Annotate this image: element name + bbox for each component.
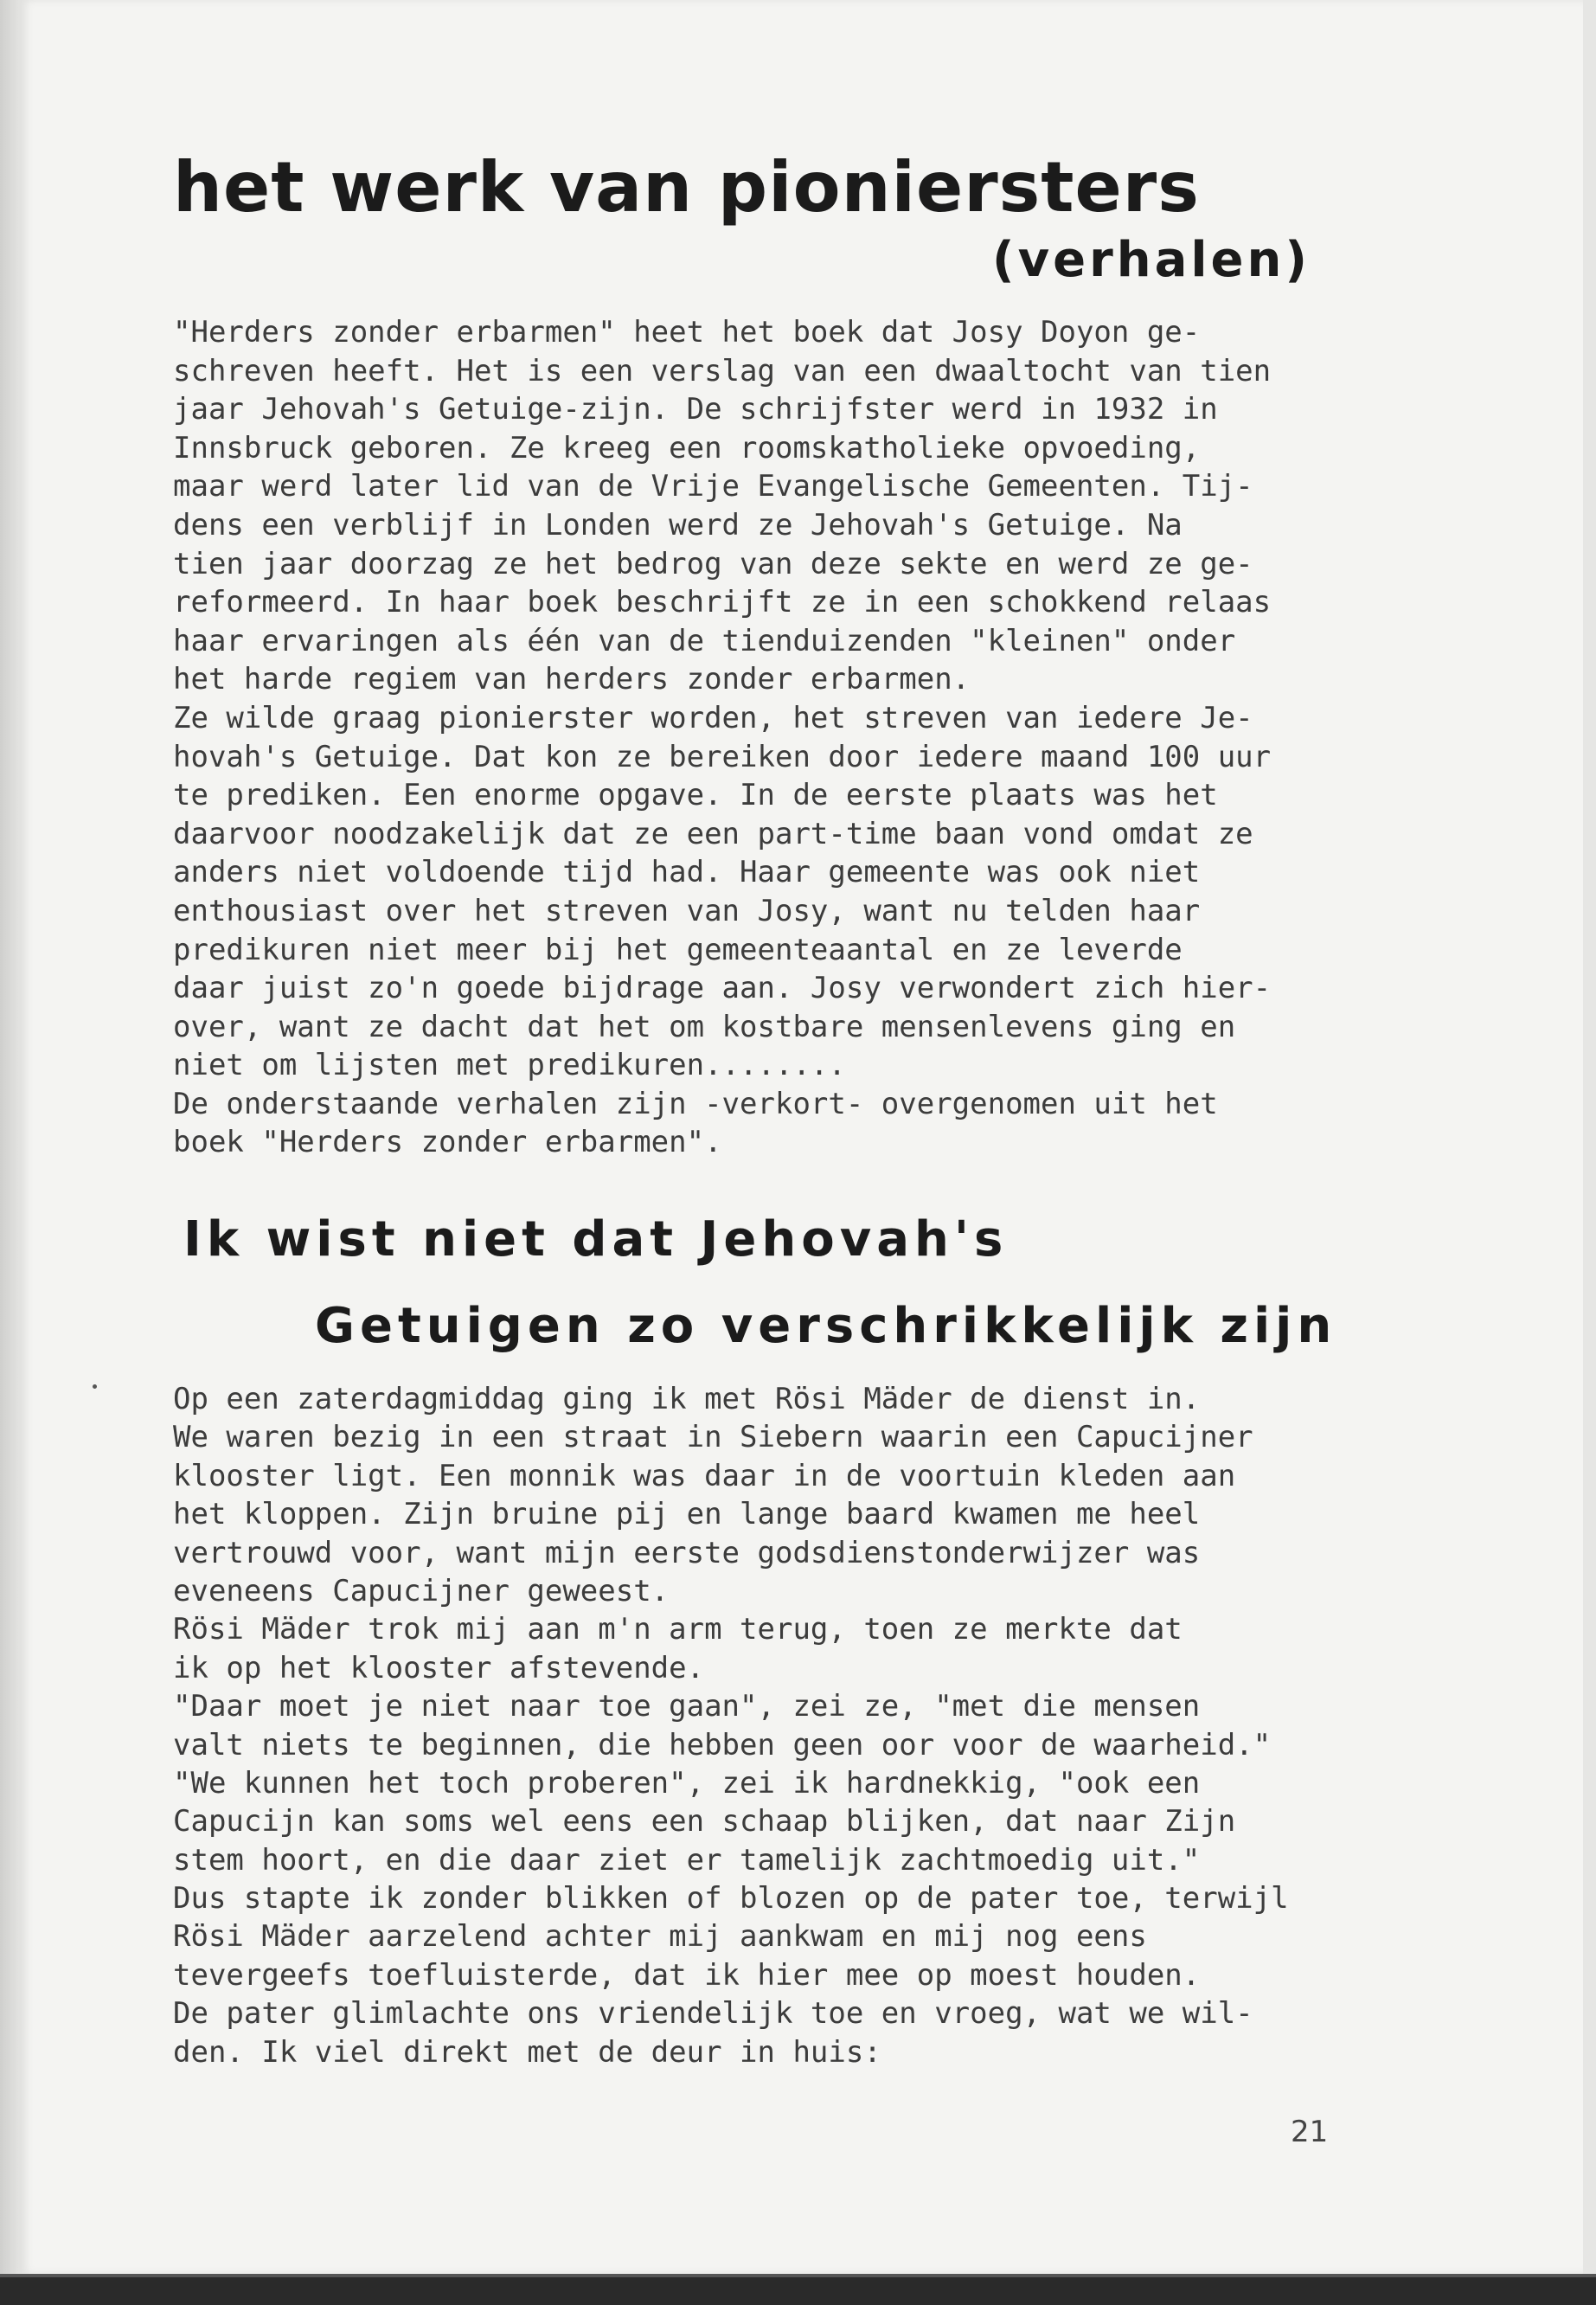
text-line: stem hoort, en die daar ziet er tamelijk zachtmoedig uit." <box>173 1842 1201 1878</box>
text-line: boek "Herders zonder erbarmen". <box>173 1125 722 1160</box>
text-line: Dus stapte ik zonder blikken of blozen op de pater toe, terwijl <box>173 1881 1289 1917</box>
text-line: daar juist zo'n goede bijdrage aan. Josy verwondert zich hier- <box>173 971 1272 1006</box>
text-line: Ze wilde graag pionierster worden, het streven van iedere Je- <box>173 700 1253 735</box>
magazine-page <box>19 0 1583 2274</box>
story-text <box>173 1380 1419 2071</box>
text-line: predikuren niet meer bij het gemeenteaantal en ze leverde <box>173 932 1183 967</box>
text-line: Rösi Mäder aarzelend achter mij aankwam en mij nog eens <box>173 1919 1147 1955</box>
text-line: De onderstaande verhalen zijn -verkort- overgenomen uit het <box>173 1086 1218 1121</box>
text-line: "Herders zonder erbarmen" heet het boek dat Josy Doyon ge- <box>173 315 1201 350</box>
text-line: den. Ik viel direkt met de deur in huis: <box>173 2034 881 2070</box>
text-line: maar werd later lid van de Vrije Evangelische Gemeenten. Tij- <box>173 469 1253 504</box>
text-line: vertrouwd voor, want mijn eerste godsdienstonderwijzer was <box>173 1535 1201 1570</box>
text-line: eveneens Capucijner geweest. <box>173 1573 670 1608</box>
text-line: het harde regiem van herders zonder erbarmen. <box>173 662 971 697</box>
story-heading-line-2: Getuigen zo verschrikkelijk zijn <box>315 1298 1337 1354</box>
text-line: ik op het klooster afstevende. <box>173 1650 705 1685</box>
text-line: haar ervaringen als één van de tienduizenden "kleinen" onder <box>173 623 1236 658</box>
text-line: Capucijn kan soms wel eens een schaap blijken, dat naar Zijn <box>173 1804 1236 1840</box>
text-line: daarvoor noodzakelijk dat ze een part-time baan vond omdat ze <box>173 816 1253 851</box>
story-heading-line-1: Ik wist niet dat Jehovah's <box>183 1211 1009 1268</box>
text-line: tien jaar doorzag ze het bedrog van deze sekte en werd ze ge- <box>173 546 1253 581</box>
page-title: het werk van pioniersters <box>173 147 1200 228</box>
text-line: schreven heeft. Het is een verslag van een dwaaltocht van tien <box>173 353 1272 388</box>
text-line: enthousiast over het streven van Josy, want nu telden haar <box>173 893 1201 928</box>
text-line: valt niets te beginnen, die hebben geen oor voor de waarheid." <box>173 1727 1272 1762</box>
text-line: Op een zaterdagmiddag ging ik met Rösi Mäder de dienst in. <box>173 1382 1201 1416</box>
intro-text <box>173 313 1419 1162</box>
text-line: We waren bezig in een straat in Siebern waarin een Capucijner <box>173 1420 1253 1455</box>
text-line: jaar Jehovah's Getuige-zijn. De schrijfster werd in 1932 in <box>173 392 1218 427</box>
scan-bottom-edge <box>0 2274 1596 2305</box>
scan-speck <box>93 1384 97 1389</box>
binding-edge <box>0 0 19 2302</box>
text-line: reformeerd. In haar boek beschrijft ze in een schokkend relaas <box>173 585 1272 620</box>
text-line: over, want ze dacht dat het om kostbare mensenlevens ging en <box>173 1009 1236 1044</box>
text-line: Rösi Mäder trok mij aan m'n arm terug, toen ze merkte dat <box>173 1612 1183 1647</box>
text-line: het kloppen. Zijn bruine pij en lange baard kwamen me heel <box>173 1497 1201 1532</box>
text-line: hovah's Getuige. Dat kon ze bereiken door iedere maand 100 uur <box>173 739 1272 774</box>
text-line: dens een verblijf in Londen werd ze Jehovah's Getuige. Na <box>173 507 1183 543</box>
text-line: anders niet voldoende tijd had. Haar gemeente was ook niet <box>173 855 1201 890</box>
text-line: "Daar moet je niet naar toe gaan", zei ze, "met die mensen <box>173 1689 1201 1724</box>
text-line: "We kunnen het toch proberen", zei ik hardnekkig, "ook een <box>173 1765 1201 1801</box>
text-line: De pater glimlachte ons vriendelijk toe en vroeg, wat we wil- <box>173 1996 1253 2032</box>
text-line: te prediken. Een enorme opgave. In de eerste plaats was het <box>173 778 1218 813</box>
page-number: 21 <box>1291 2115 1329 2149</box>
text-line: klooster ligt. Een monnik was daar in de voortuin kleden aan <box>173 1458 1236 1493</box>
text-line: niet om lijsten met predikuren........ <box>173 1048 846 1083</box>
text-line: tevergeefs toefluisterde, dat ik hier mee op moest houden. <box>173 1957 1201 1993</box>
page-subtitle: (verhalen) <box>992 232 1311 288</box>
text-line: Innsbruck geboren. Ze kreeg een roomskatholieke opvoeding, <box>173 430 1201 465</box>
